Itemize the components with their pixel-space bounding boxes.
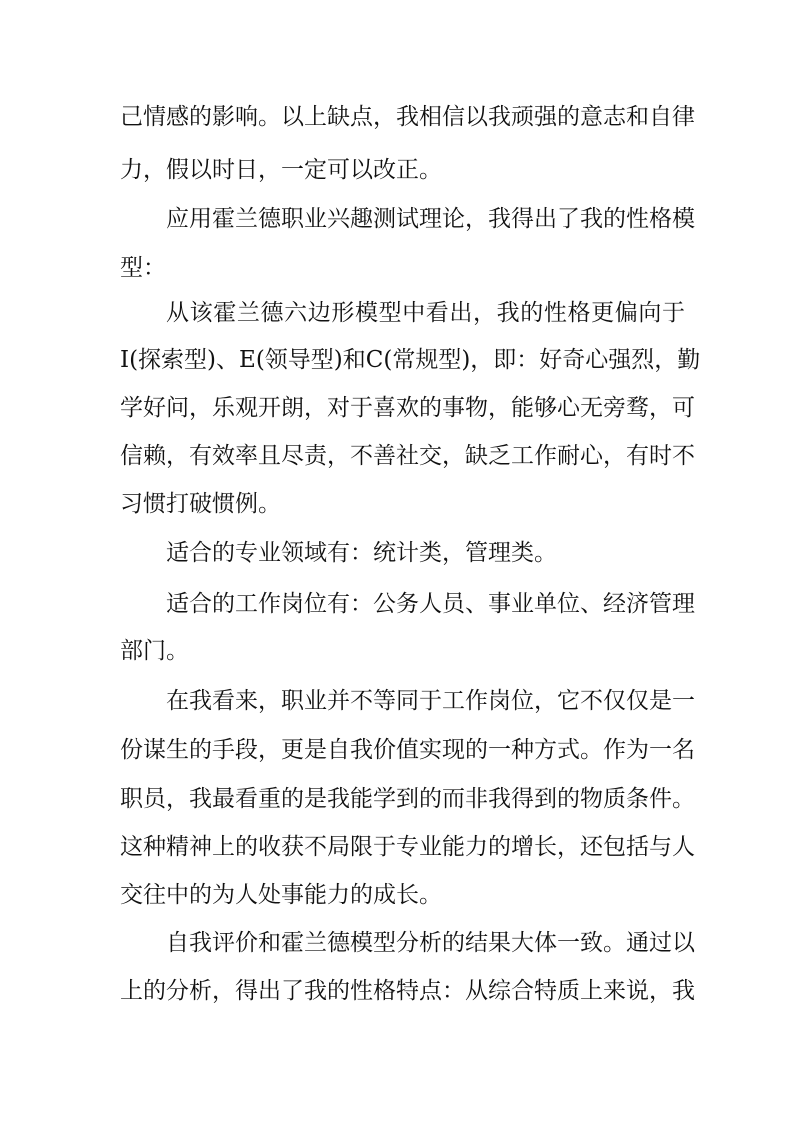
text-line: 型： bbox=[120, 255, 166, 281]
text-line: 部门。 bbox=[120, 638, 189, 664]
text-line: 学好问，乐观开朗，对于喜欢的事物，能够心无旁骛，可 bbox=[120, 395, 695, 421]
text-line: 力，假以时日，一定可以改正。 bbox=[120, 157, 442, 183]
text-line: 在我看来，职业并不等同于工作岗位，它不仅仅是一 bbox=[166, 688, 695, 714]
text-line: 适合的工作岗位有：公务人员、事业单位、经济管理 bbox=[166, 591, 695, 617]
text-line: 适合的专业领域有：统计类，管理类。 bbox=[166, 540, 557, 566]
text-line: 信赖，有效率且尽责，不善社交，缺乏工作耐心，有时不 bbox=[120, 443, 695, 469]
text-line: 职员，我最看重的是我能学到的而非我得到的物质条件。 bbox=[120, 786, 695, 812]
text-line: 从该霍兰德六边形模型中看出，我的性格更偏向于 bbox=[166, 300, 685, 326]
text-line: 应用霍兰德职业兴趣测试理论，我得出了我的性格模 bbox=[166, 206, 695, 232]
text-line: 上的分析，得出了我的性格特点：从综合特质上来说，我 bbox=[120, 978, 695, 1004]
text-line: 习惯打破惯例。 bbox=[120, 491, 281, 517]
text-line: 交往中的为人处事能力的成长。 bbox=[120, 882, 442, 908]
text-line: 这种精神上的收获不局限于专业能力的增长，还包括与人 bbox=[120, 834, 695, 860]
text-line: 份谋生的手段，更是自我价值实现的一种方式。作为一名 bbox=[120, 737, 695, 763]
text-line: I(探索型)、E(领导型)和C(常规型)，即：好奇心强烈，勤 bbox=[120, 347, 701, 373]
text-line: 自我评价和霍兰德模型分析的结果大体一致。通过以 bbox=[166, 930, 695, 956]
text-line: 己情感的影响。以上缺点，我相信以我顽强的意志和自律 bbox=[120, 104, 695, 130]
